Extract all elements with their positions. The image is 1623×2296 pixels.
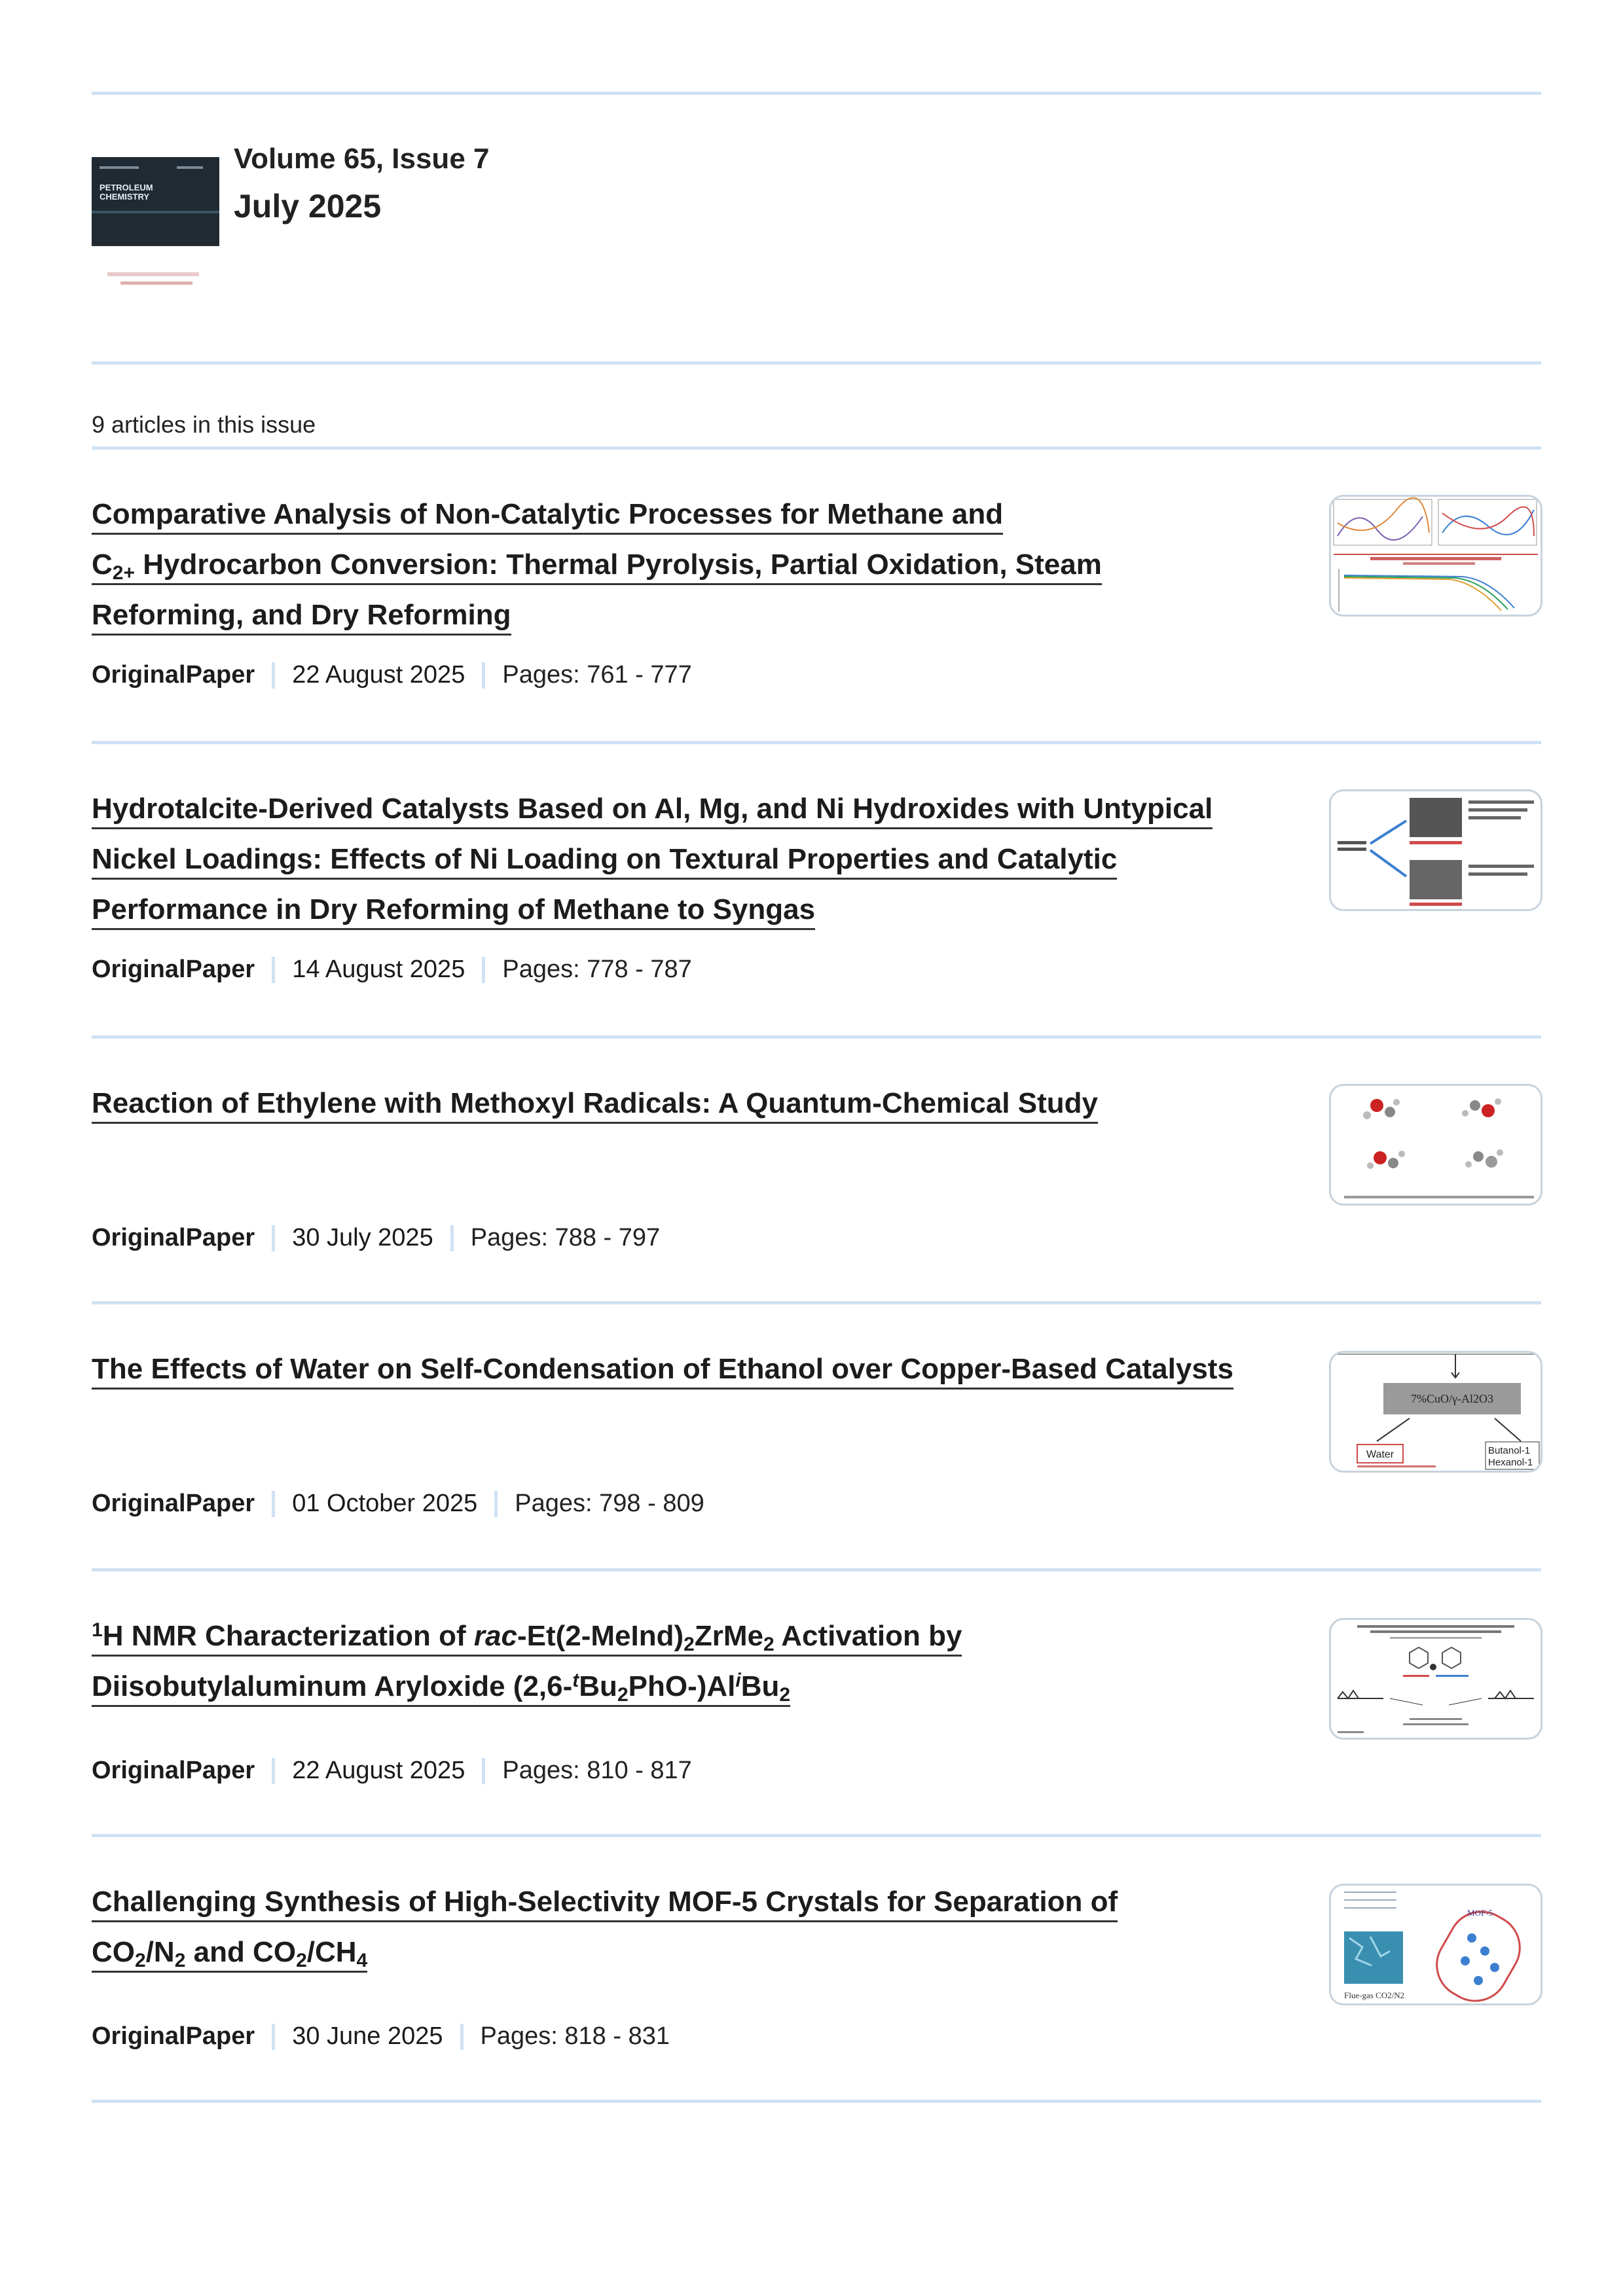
- divider: [92, 1834, 1541, 1837]
- article-type: OriginalPaper: [92, 956, 255, 983]
- article-thumbnail[interactable]: [1329, 1884, 1542, 2005]
- title-line: Reaction of Ethylene with Methoxyl Radicals: A Quantum-Chemical Study: [92, 1085, 1098, 1124]
- volume-issue: Volume 65, Issue 7: [234, 143, 490, 175]
- meta-separator: [272, 662, 275, 689]
- article-count: 9 articles in this issue: [92, 411, 316, 438]
- journal-cover-image[interactable]: [92, 157, 219, 301]
- article-type: OriginalPaper: [92, 1757, 255, 1784]
- article-meta: [92, 1224, 660, 1252]
- article-pages: Pages: 761 - 777: [502, 661, 692, 689]
- thumbnail-label: Water: [1366, 1449, 1395, 1460]
- title-line: Comparative Analysis of Non-Catalytic Processes for Methane and: [92, 496, 1003, 535]
- thumbnail-label: Flue-gas CO2/N2: [1344, 1990, 1405, 2000]
- title-line: $^1$H NMR Characterization of rac-$Et(2-MeInd)_2ZrMe_2$ Activation by: [92, 1619, 962, 1655]
- title-line: Hydrotalcite-Derived Catalysts Based on Al, Mg, and Ni Hydroxides with Untypical: [92, 791, 1213, 829]
- meta-separator: [272, 1491, 275, 1517]
- cover-journal-name: PETROLEUM CHEMISTRY: [100, 183, 153, 202]
- divider: [92, 741, 1541, 744]
- meta-separator: [272, 1758, 275, 1784]
- thumbnail-label: MOF-5: [1467, 1908, 1493, 1918]
- meta-separator: [482, 1758, 485, 1784]
- article-pages: Pages: 818 - 831: [480, 2022, 670, 2050]
- article-type: OriginalPaper: [92, 2022, 255, 2050]
- title-line: Challenging Synthesis of High-Selectivity MOF-5 Crystals for Separation of: [92, 1884, 1118, 1922]
- article-date: 22 August 2025: [292, 661, 465, 689]
- article-type: OriginalPaper: [92, 661, 255, 689]
- article-meta: [92, 661, 692, 689]
- divider: [92, 1568, 1541, 1571]
- thumbnail-label: Hexanol-1: [1488, 1457, 1533, 1468]
- meta-separator: [482, 662, 485, 689]
- article-thumbnail[interactable]: [1329, 495, 1542, 617]
- article-pages: Pages: 810 - 817: [502, 1757, 692, 1784]
- article-date: 01 October 2025: [292, 1490, 478, 1517]
- article-title-link[interactable]: [92, 787, 1303, 938]
- article-date: 14 August 2025: [292, 956, 465, 983]
- article-date: 30 June 2025: [292, 2022, 443, 2050]
- meta-separator: [460, 2024, 464, 2050]
- divider: [92, 361, 1541, 365]
- article-thumbnail[interactable]: [1329, 1351, 1542, 1473]
- article-pages: Pages: 798 - 809: [515, 1490, 704, 1517]
- title-line: Nickel Loadings: Effects of Ni Loading on Textural Properties and Catalytic: [92, 841, 1117, 880]
- article-meta: [92, 1757, 692, 1785]
- divider: [92, 1035, 1541, 1039]
- divider: [92, 1301, 1541, 1304]
- article-title-link[interactable]: [92, 1081, 1303, 1132]
- article-meta: [92, 956, 692, 984]
- article-title-link[interactable]: [92, 1614, 1303, 1715]
- article-title-link[interactable]: [92, 1880, 1303, 1981]
- title-line: Diisobutylaluminum Aryloxide $(2,6-^tBu_2PhO-)Al^iBu_2$: [92, 1670, 791, 1706]
- article-type: OriginalPaper: [92, 1490, 255, 1517]
- article-date: 30 July 2025: [292, 1224, 433, 1251]
- divider: [92, 446, 1541, 450]
- article-thumbnail[interactable]: [1329, 1084, 1542, 1206]
- title-line: The Effects of Water on Self-Condensation of Ethanol over Copper-Based Catalysts: [92, 1351, 1233, 1390]
- meta-separator: [494, 1491, 498, 1517]
- article-meta: [92, 1490, 704, 1518]
- article-pages: Pages: 788 - 797: [470, 1224, 661, 1251]
- thumbnail-label: 7%CuO/γ-Al2O3: [1411, 1392, 1493, 1405]
- header-divider: [92, 92, 1541, 95]
- article-title-link[interactable]: [92, 492, 1303, 643]
- article-meta: [92, 2022, 670, 2051]
- issue-date: July 2025: [234, 188, 382, 224]
- meta-separator: [482, 957, 485, 983]
- title-line: Reforming, and Dry Reforming: [92, 597, 511, 636]
- article-thumbnail[interactable]: [1329, 1618, 1542, 1740]
- article-thumbnail[interactable]: [1329, 789, 1542, 911]
- article-title-link[interactable]: [92, 1347, 1303, 1397]
- title-line: Performance in Dry Reforming of Methane to Syngas: [92, 891, 815, 930]
- article-type: OriginalPaper: [92, 1224, 255, 1251]
- article-date: 22 August 2025: [292, 1757, 465, 1784]
- title-line: $CO_2/N_2$ and $CO_2/CH_4$: [92, 1934, 367, 1973]
- meta-separator: [450, 1225, 454, 1251]
- divider: [92, 2100, 1541, 2103]
- meta-separator: [272, 1225, 275, 1251]
- meta-separator: [272, 957, 275, 983]
- thumbnail-label: Butanol-1: [1488, 1445, 1531, 1456]
- article-pages: Pages: 778 - 787: [502, 956, 692, 983]
- meta-separator: [272, 2024, 275, 2050]
- title-line: $C_{2+}$ Hydrocarbon Conversion: Thermal Pyrolysis, Partial Oxidation, Steam: [92, 547, 1102, 585]
